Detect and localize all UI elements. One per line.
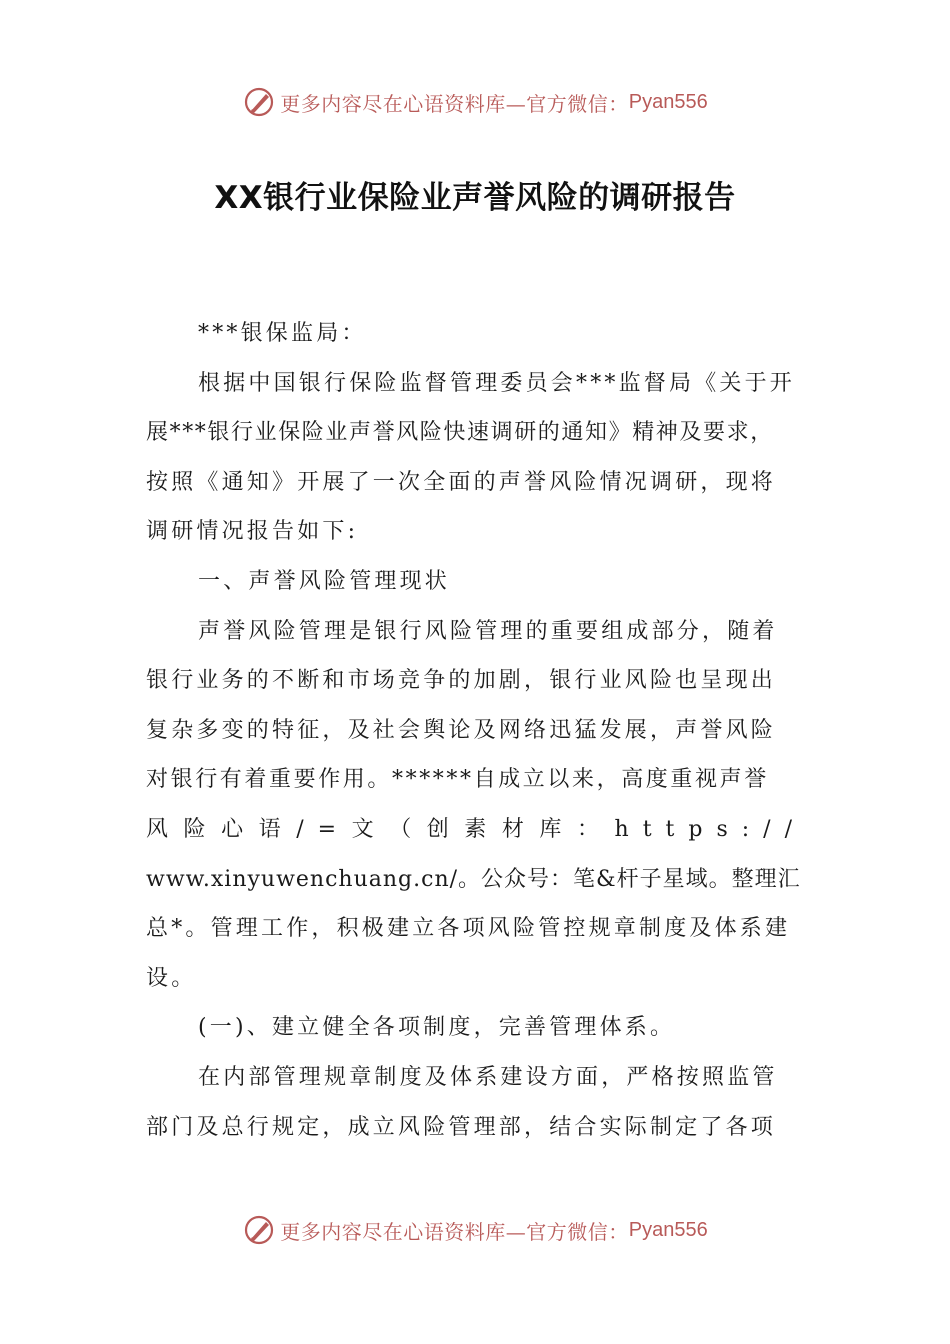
pen-logo-icon <box>242 85 276 119</box>
paragraph-line: 声誉风险管理是银行风险管理的重要组成部分，随着 <box>198 618 778 644</box>
paragraph-line: 对银行有着重要作用。******自成立以来，高度重视声誉 <box>146 767 769 793</box>
banner-wechat-id: Pyan556 <box>628 90 708 113</box>
document-body <box>146 309 806 1152</box>
paragraph-line: 风险心语/=文（创素材库：https:// <box>146 816 806 842</box>
paragraph-line: 银行业务的不断和市场竞争的加剧，银行业风险也呈现出 <box>146 668 777 694</box>
banner-text: 更多内容尽在心语资料库—官方微信： <box>280 91 629 116</box>
paragraph-line: www.xinyuwenchuang.cn/。公众号：笔&杆子星域。整理汇 <box>146 866 801 892</box>
paragraph-line: 在内部管理规章制度及体系建设方面，严格按照监管 <box>198 1064 778 1090</box>
paragraph-line: 调研情况报告如下: <box>146 519 359 545</box>
paragraph-line: 部门及总行规定，成立风险管理部，结合实际制定了各项 <box>146 1114 777 1140</box>
banner-text: 更多内容尽在心语资料库—官方微信： <box>280 1219 629 1244</box>
paragraph-line: 设。 <box>146 965 197 991</box>
paragraph-line: 展***银行业保险业声誉风险快速调研的通知》精神及要求， <box>146 420 774 446</box>
banner-wechat-id: Pyan556 <box>628 1218 708 1241</box>
document-title: XX银行业保险业声誉风险的调研报告 <box>214 180 736 216</box>
footer-banner <box>0 1210 950 1250</box>
paragraph-line: 按照《通知》开展了一次全面的声誉风险情况调研，现将 <box>146 469 777 495</box>
subsection-heading: (一)、建立健全各项制度，完善管理体系。 <box>198 1015 676 1041</box>
addressee-line: ***银保监局： <box>198 321 367 346</box>
pen-logo-icon <box>242 1213 276 1247</box>
paragraph-line: 根据中国银行保险监督管理委员会***监督局《关于开 <box>198 370 796 396</box>
paragraph-line: 复杂多变的特征，及社会舆论及网络迅猛发展，声誉风险 <box>146 717 777 743</box>
paragraph-line: 总*。管理工作，积极建立各项风险管控规章制度及体系建 <box>146 916 791 942</box>
section-heading: 一、声誉风险管理现状 <box>198 568 451 594</box>
header-banner <box>0 82 950 122</box>
